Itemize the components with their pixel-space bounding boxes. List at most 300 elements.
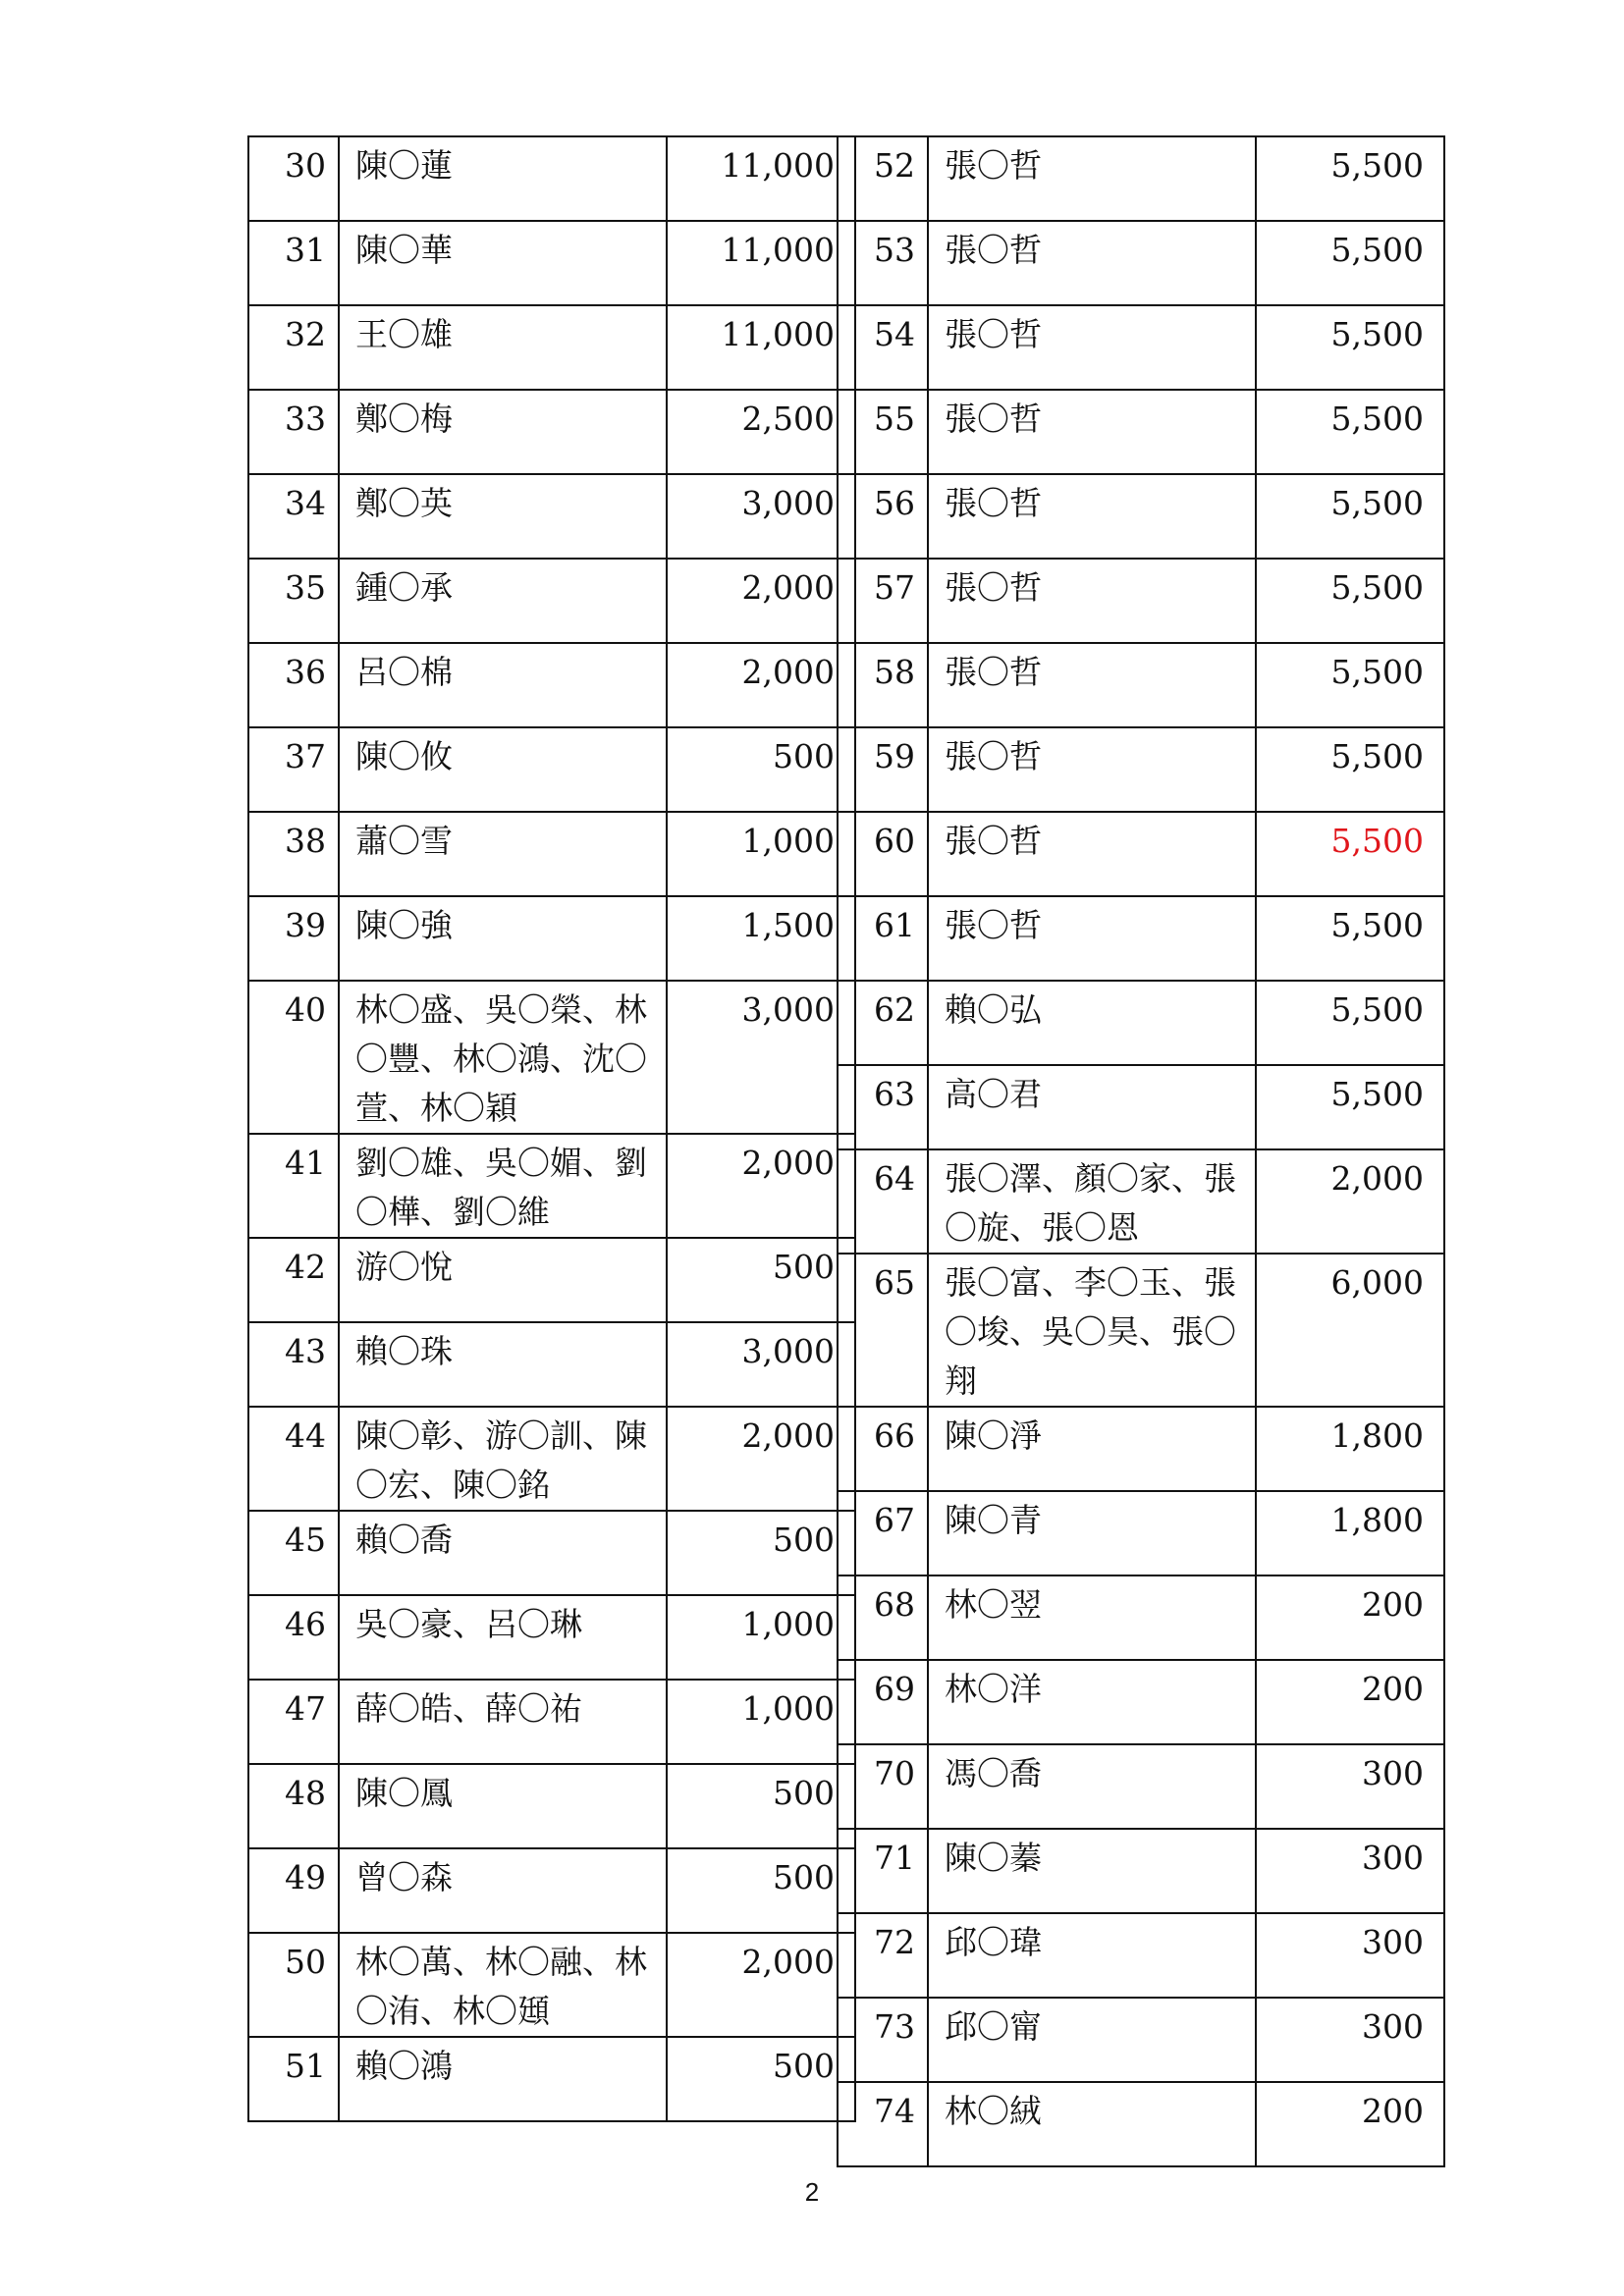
donor-name-cell [928, 1254, 1256, 1407]
row-number: 34 [285, 484, 326, 522]
donation-amount-cell [1256, 559, 1444, 643]
donation-amount: 3,000 [741, 990, 835, 1029]
donor-name: 張〇澤、顏〇家、張〇旋、張〇恩 [945, 1159, 1236, 1247]
table-row [838, 559, 1444, 643]
donor-name-cell [928, 305, 1256, 390]
row-number: 58 [874, 653, 915, 691]
donor-name-cell [928, 1407, 1256, 1491]
row-number: 38 [285, 822, 326, 860]
donation-amount-cell [667, 221, 855, 305]
donor-name-cell [928, 896, 1256, 981]
row-number-cell [248, 1134, 339, 1238]
donor-name-cell [928, 1149, 1256, 1254]
row-number: 44 [285, 1416, 326, 1455]
donor-name: 賴〇珠 [355, 1332, 453, 1370]
table-row [248, 981, 855, 1134]
row-number-cell [838, 981, 928, 1065]
row-number: 61 [874, 906, 915, 944]
row-number-cell [838, 1913, 928, 1998]
donation-amount: 5,500 [1330, 146, 1424, 185]
table-row [248, 1407, 855, 1511]
donor-name: 陳〇華 [355, 231, 453, 269]
donation-amount: 1,000 [741, 822, 835, 860]
donor-name-cell [339, 1848, 667, 1933]
row-number-cell [248, 812, 339, 896]
donor-name-cell [339, 559, 667, 643]
donor-name-cell [339, 981, 667, 1134]
table-row [838, 812, 1444, 896]
table-row [838, 643, 1444, 727]
donation-amount-cell [667, 1134, 855, 1238]
row-number-cell [838, 136, 928, 221]
donation-amount: 1,800 [1330, 1416, 1424, 1455]
donor-name: 林〇絨 [945, 2092, 1042, 2130]
row-number-cell [248, 1848, 339, 1933]
donor-name: 賴〇鴻 [355, 2047, 453, 2085]
donor-name: 賴〇弘 [945, 990, 1042, 1029]
donor-name-cell [339, 1595, 667, 1680]
row-number-cell [248, 1322, 339, 1407]
donor-name: 鄭〇英 [355, 484, 453, 522]
row-number-cell [838, 559, 928, 643]
donor-name-cell [339, 2037, 667, 2121]
donation-amount: 5,500 [1330, 315, 1424, 353]
donation-amount: 2,000 [741, 1943, 835, 1981]
donor-name-cell [339, 1134, 667, 1238]
table-row [248, 812, 855, 896]
row-number: 67 [874, 1501, 915, 1539]
row-number: 39 [285, 906, 326, 944]
row-number-cell [248, 559, 339, 643]
table-row [248, 1511, 855, 1595]
donor-name: 高〇君 [945, 1075, 1042, 1113]
donation-amount: 2,000 [741, 653, 835, 691]
donor-name-cell [339, 474, 667, 559]
table-row [248, 474, 855, 559]
table-row [838, 981, 1444, 1065]
row-number: 63 [874, 1075, 915, 1113]
row-number-cell [248, 1407, 339, 1511]
donor-name: 陳〇蓁 [945, 1839, 1042, 1877]
donor-name: 林〇盛、吳〇榮、林〇豐、林〇鴻、沈〇萱、林〇穎 [355, 990, 647, 1127]
donation-amount: 5,500 [1330, 568, 1424, 607]
donor-name-cell [339, 305, 667, 390]
donation-amount: 300 [1362, 1839, 1424, 1877]
row-number: 53 [874, 231, 915, 269]
row-number-cell [248, 1511, 339, 1595]
row-number-cell [248, 981, 339, 1134]
donation-amount: 5,500 [1330, 822, 1424, 860]
row-number: 55 [874, 400, 915, 438]
donation-table-right-body [838, 136, 1444, 2166]
row-number: 50 [285, 1943, 326, 1981]
donation-amount-cell [1256, 1829, 1444, 1913]
donation-amount: 5,500 [1330, 484, 1424, 522]
table-row [248, 136, 855, 221]
row-number-cell [248, 643, 339, 727]
row-number: 40 [285, 990, 326, 1029]
row-number-cell [838, 1829, 928, 1913]
page-number: 2 [804, 2177, 820, 2207]
row-number-cell [248, 896, 339, 981]
donation-amount-cell [1256, 1065, 1444, 1149]
row-number-cell [248, 221, 339, 305]
donation-amount-cell [667, 812, 855, 896]
donation-amount-cell [1256, 1913, 1444, 1998]
donor-name: 賴〇喬 [355, 1521, 453, 1559]
table-row [248, 2037, 855, 2121]
table-row [838, 1491, 1444, 1575]
donor-name-cell [928, 812, 1256, 896]
table-row [838, 305, 1444, 390]
row-number-cell [838, 221, 928, 305]
donation-table-left [247, 135, 856, 2122]
donor-name: 鍾〇承 [355, 568, 453, 607]
donation-amount-cell [1256, 643, 1444, 727]
donor-name-cell [928, 136, 1256, 221]
donor-name: 邱〇甯 [945, 2007, 1042, 2046]
donation-amount-cell [1256, 1149, 1444, 1254]
donor-name: 張〇哲 [945, 568, 1042, 607]
row-number: 66 [874, 1416, 915, 1455]
donation-amount: 11,000 [721, 146, 835, 185]
row-number: 65 [874, 1263, 915, 1302]
row-number-cell [248, 2037, 339, 2121]
donation-amount-cell [667, 981, 855, 1134]
donor-name-cell [339, 896, 667, 981]
donation-amount: 11,000 [721, 315, 835, 353]
row-number-cell [248, 727, 339, 812]
row-number-cell [838, 1149, 928, 1254]
table-row [838, 1254, 1444, 1407]
row-number: 48 [285, 1774, 326, 1812]
donor-name-cell [339, 812, 667, 896]
donor-name-cell [928, 981, 1256, 1065]
donor-name: 林〇萬、林〇融、林〇洧、林〇頲 [355, 1943, 647, 2030]
donor-name: 張〇富、李〇玉、張〇埈、吳〇昊、張〇翔 [945, 1263, 1236, 1400]
row-number-cell [838, 390, 928, 474]
donation-amount-cell [667, 305, 855, 390]
row-number: 45 [285, 1521, 326, 1559]
table-row [838, 474, 1444, 559]
donor-name-cell [928, 727, 1256, 812]
donor-name: 張〇哲 [945, 146, 1042, 185]
donation-amount: 2,000 [741, 1416, 835, 1455]
row-number: 69 [874, 1670, 915, 1708]
row-number: 41 [285, 1144, 326, 1182]
row-number: 49 [285, 1858, 326, 1896]
donation-amount-cell [667, 1407, 855, 1511]
row-number: 32 [285, 315, 326, 353]
donation-amount-cell [667, 390, 855, 474]
row-number-cell [248, 1238, 339, 1322]
row-number: 60 [874, 822, 915, 860]
donor-name: 張〇哲 [945, 315, 1042, 353]
donation-amount: 500 [773, 737, 835, 775]
table-row [838, 1065, 1444, 1149]
row-number-cell [248, 1764, 339, 1848]
table-row [838, 1998, 1444, 2082]
donation-amount-cell [1256, 390, 1444, 474]
table-row [838, 1575, 1444, 1660]
row-number-cell [248, 1680, 339, 1764]
row-number: 54 [874, 315, 915, 353]
donation-amount: 300 [1362, 1923, 1424, 1961]
donor-name: 劉〇雄、吳〇媚、劉〇樺、劉〇維 [355, 1144, 647, 1231]
row-number-cell [248, 474, 339, 559]
row-number: 37 [285, 737, 326, 775]
donor-name-cell [928, 1998, 1256, 2082]
row-number: 35 [285, 568, 326, 607]
row-number-cell [248, 390, 339, 474]
row-number-cell [838, 1254, 928, 1407]
donation-amount-cell [1256, 1744, 1444, 1829]
table-row [248, 727, 855, 812]
donor-name-cell [928, 1744, 1256, 1829]
table-row [248, 559, 855, 643]
row-number: 46 [285, 1605, 326, 1643]
row-number: 59 [874, 737, 915, 775]
donation-amount-cell [1256, 136, 1444, 221]
table-row [248, 1134, 855, 1238]
donor-name: 吳〇豪、呂〇琳 [355, 1605, 582, 1643]
donor-name-cell [339, 221, 667, 305]
donor-name-cell [928, 221, 1256, 305]
table-row [838, 1660, 1444, 1744]
donor-name: 馮〇喬 [945, 1754, 1042, 1792]
donation-table-left-body [248, 136, 855, 2121]
donation-amount: 300 [1362, 2007, 1424, 2046]
donor-name-cell [339, 136, 667, 221]
donation-amount: 2,000 [741, 568, 835, 607]
row-number: 73 [874, 2007, 915, 2046]
donation-amount-cell [667, 1764, 855, 1848]
donor-name-cell [339, 1238, 667, 1322]
donor-name-cell [339, 1407, 667, 1511]
row-number: 62 [874, 990, 915, 1029]
row-number: 42 [285, 1248, 326, 1286]
donation-amount-cell [667, 559, 855, 643]
donor-name: 陳〇鳳 [355, 1774, 453, 1812]
table-row [838, 2082, 1444, 2166]
donor-name-cell [928, 1660, 1256, 1744]
row-number: 71 [874, 1839, 915, 1877]
donation-amount-cell [667, 474, 855, 559]
donor-name-cell [928, 1575, 1256, 1660]
row-number: 43 [285, 1332, 326, 1370]
donor-name: 林〇洋 [945, 1670, 1042, 1708]
table-row [838, 896, 1444, 981]
donation-amount-cell [667, 1933, 855, 2037]
donation-amount-cell [1256, 981, 1444, 1065]
donor-name-cell [339, 727, 667, 812]
donation-amount: 200 [1362, 1670, 1424, 1708]
row-number-cell [838, 1660, 928, 1744]
donation-amount-cell [1256, 1407, 1444, 1491]
donation-amount: 6,000 [1330, 1263, 1424, 1302]
donor-name-cell [339, 1322, 667, 1407]
table-row [248, 1322, 855, 1407]
donor-name: 呂〇棉 [355, 653, 453, 691]
donor-name: 張〇哲 [945, 484, 1042, 522]
row-number: 70 [874, 1754, 915, 1792]
row-number-cell [838, 643, 928, 727]
donation-amount-cell [1256, 474, 1444, 559]
donor-name-cell [928, 2082, 1256, 2166]
donor-name: 張〇哲 [945, 822, 1042, 860]
donor-name: 王〇雄 [355, 315, 453, 353]
donor-name: 陳〇青 [945, 1501, 1042, 1539]
donor-name: 張〇哲 [945, 653, 1042, 691]
donation-amount-cell [667, 643, 855, 727]
donor-name-cell [339, 1764, 667, 1848]
donation-amount: 2,500 [741, 400, 835, 438]
donation-amount-cell [1256, 221, 1444, 305]
donor-name: 薛〇皓、薛〇祐 [355, 1689, 582, 1728]
donation-amount: 500 [773, 1521, 835, 1559]
row-number-cell [248, 1933, 339, 2037]
donor-name-cell [928, 474, 1256, 559]
donation-amount-cell [667, 1848, 855, 1933]
donation-amount-cell [667, 1680, 855, 1764]
donation-amount-cell [1256, 812, 1444, 896]
row-number-cell [838, 1744, 928, 1829]
donor-name: 鄭〇梅 [355, 400, 453, 438]
donation-amount: 1,500 [741, 906, 835, 944]
row-number: 36 [285, 653, 326, 691]
donation-amount: 1,000 [741, 1689, 835, 1728]
donation-amount: 5,500 [1330, 231, 1424, 269]
donation-amount: 5,500 [1330, 737, 1424, 775]
donation-amount: 3,000 [741, 1332, 835, 1370]
donor-name: 張〇哲 [945, 400, 1042, 438]
donor-name: 曾〇森 [355, 1858, 453, 1896]
row-number-cell [838, 2082, 928, 2166]
table-row [838, 221, 1444, 305]
donation-amount-cell [667, 1322, 855, 1407]
donor-name-cell [339, 1680, 667, 1764]
donation-amount: 200 [1362, 2092, 1424, 2130]
table-row [838, 136, 1444, 221]
donor-name: 陳〇強 [355, 906, 453, 944]
row-number: 72 [874, 1923, 915, 1961]
donor-name: 游〇悅 [355, 1248, 453, 1286]
row-number-cell [248, 136, 339, 221]
donation-amount-cell [667, 2037, 855, 2121]
donation-table-right [837, 135, 1445, 2167]
donor-name: 張〇哲 [945, 737, 1042, 775]
table-row [838, 390, 1444, 474]
donation-amount-cell [1256, 896, 1444, 981]
donor-name: 林〇翌 [945, 1585, 1042, 1624]
donation-amount: 500 [773, 1248, 835, 1286]
donor-name: 陳〇彰、游〇訓、陳〇宏、陳〇銘 [355, 1416, 647, 1504]
donor-name-cell [928, 1829, 1256, 1913]
row-number: 31 [285, 231, 326, 269]
donor-name-cell [928, 1491, 1256, 1575]
donor-name-cell [928, 643, 1256, 727]
donation-amount: 5,500 [1330, 1075, 1424, 1113]
donation-amount-cell [1256, 1575, 1444, 1660]
donation-amount: 3,000 [741, 484, 835, 522]
table-row [248, 896, 855, 981]
row-number-cell [838, 1998, 928, 2082]
donation-amount-cell [667, 1595, 855, 1680]
donor-name-cell [928, 1065, 1256, 1149]
row-number: 30 [285, 146, 326, 185]
table-row [838, 727, 1444, 812]
donation-amount: 500 [773, 1774, 835, 1812]
row-number-cell [838, 896, 928, 981]
donor-name: 陳〇蓮 [355, 146, 453, 185]
donation-amount-cell [1256, 1254, 1444, 1407]
row-number-cell [838, 305, 928, 390]
row-number-cell [838, 727, 928, 812]
donation-amount-cell [1256, 1998, 1444, 2082]
table-row [248, 1933, 855, 2037]
row-number-cell [838, 812, 928, 896]
row-number: 52 [874, 146, 915, 185]
donation-amount: 5,500 [1330, 990, 1424, 1029]
donor-name: 陳〇攸 [355, 737, 453, 775]
donation-amount-cell [667, 1238, 855, 1322]
donation-amount-cell [667, 1511, 855, 1595]
donor-name-cell [928, 1913, 1256, 1998]
donor-name-cell [928, 390, 1256, 474]
row-number-cell [248, 305, 339, 390]
table-row [838, 1913, 1444, 1998]
row-number: 68 [874, 1585, 915, 1624]
table-row [248, 1764, 855, 1848]
table-row [248, 1680, 855, 1764]
row-number-cell [838, 1407, 928, 1491]
donation-amount: 500 [773, 2047, 835, 2085]
donor-name-cell [339, 390, 667, 474]
row-number: 57 [874, 568, 915, 607]
donation-amount: 1,800 [1330, 1501, 1424, 1539]
donation-amount-cell [1256, 1491, 1444, 1575]
donation-amount: 200 [1362, 1585, 1424, 1624]
row-number-cell [838, 1065, 928, 1149]
donor-name-cell [339, 643, 667, 727]
donation-amount: 11,000 [721, 231, 835, 269]
donation-amount: 2,000 [1330, 1159, 1424, 1198]
donation-amount-cell [1256, 1660, 1444, 1744]
donor-name: 邱〇瑋 [945, 1923, 1042, 1961]
donor-name: 張〇哲 [945, 906, 1042, 944]
table-row [248, 221, 855, 305]
donor-name: 陳〇淨 [945, 1416, 1042, 1455]
donation-amount: 5,500 [1330, 906, 1424, 944]
donor-name-cell [339, 1511, 667, 1595]
row-number: 33 [285, 400, 326, 438]
donation-amount-cell [667, 727, 855, 812]
donation-amount: 500 [773, 1858, 835, 1896]
donation-amount-cell [667, 136, 855, 221]
donation-amount: 300 [1362, 1754, 1424, 1792]
table-row [838, 1149, 1444, 1254]
donation-amount: 2,000 [741, 1144, 835, 1182]
donation-amount: 1,000 [741, 1605, 835, 1643]
donation-amount: 5,500 [1330, 653, 1424, 691]
row-number-cell [248, 1595, 339, 1680]
donation-amount-cell [1256, 727, 1444, 812]
row-number-cell [838, 1575, 928, 1660]
table-row [248, 643, 855, 727]
row-number: 64 [874, 1159, 915, 1198]
donor-name-cell [339, 1933, 667, 2037]
donation-amount: 5,500 [1330, 400, 1424, 438]
